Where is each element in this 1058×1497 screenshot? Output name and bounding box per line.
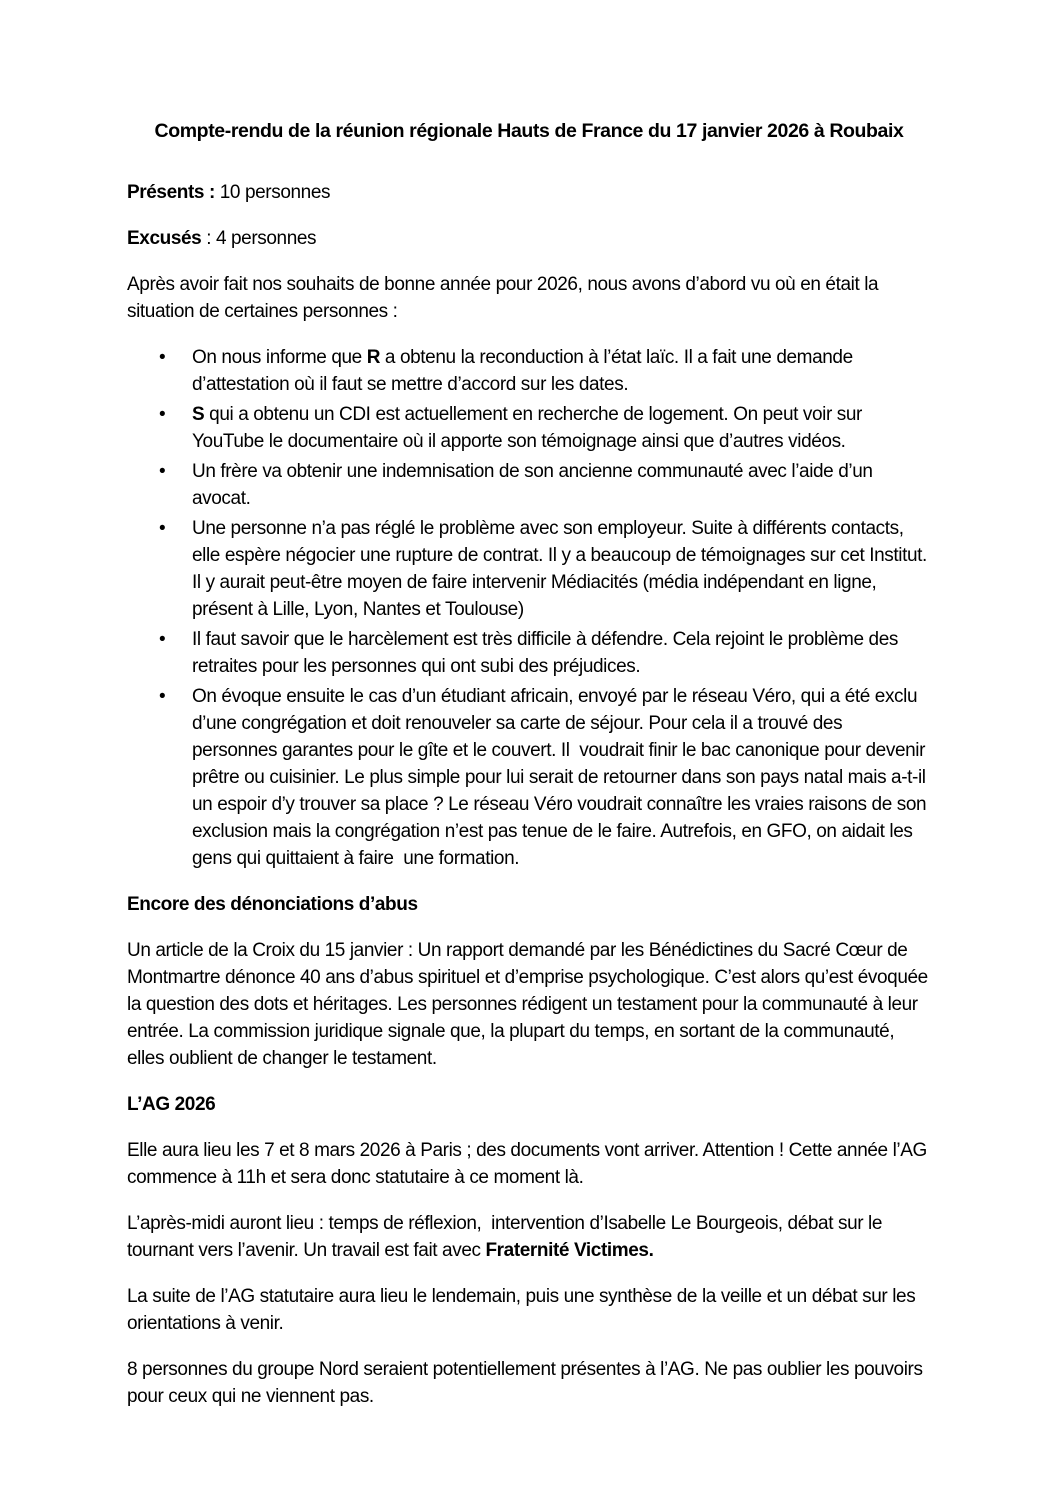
bullet-text: a obtenu la reconduction à l’état laïc. Il a fait une demande d’attestation où il faut se mettre d’accord sur les dates. — [192, 347, 858, 395]
paragraph-pouvoirs: 8 personnes du groupe Nord seraient potentiellement présentes à l’AG. Ne pas oublier les pouvoirs pour ceux qui ne viennent pas. — [127, 1359, 928, 1407]
fraternite-victimes-bold: Fraternité Victimes. — [485, 1240, 654, 1261]
paragraph-apres-midi — [127, 1210, 931, 1264]
presents-label: Présents : — [127, 182, 215, 203]
section-heading-ag-2026: L’AG 2026 — [127, 1094, 216, 1115]
excuses-label: Excusés — [127, 228, 202, 249]
paragraph-ag-dates: Elle aura lieu les 7 et 8 mars 2026 à Paris ; des documents vont arriver. Attention ! Cette année l’AG commence à 11h et sera donc statutaire à ce moment là. — [127, 1140, 932, 1188]
bullet-item-reconduction — [192, 344, 931, 398]
paragraph-text: L’après-midi auront lieu : temps de réflexion, intervention d’Isabelle Le Bourgeois, débat sur le tournant vers l’avenir. Un travail est fait avec — [127, 1213, 887, 1261]
paragraph-suite-ag: La suite de l’AG statutaire aura lieu le lendemain, puis une synthèse de la veille et un débat sur les orientations à venir. — [127, 1286, 921, 1334]
presents-line — [127, 179, 931, 206]
section-heading-denonciations-abus: Encore des dénonciations d’abus — [127, 894, 418, 915]
person-initial: S — [192, 404, 205, 425]
document-title: Compte-rendu de la réunion régionale Hauts de France du 17 janvier 2026 à Roubaix — [154, 120, 904, 142]
bullet-item-harcelement: • Il faut savoir que le harcèlement est très difficile à défendre. Cela rejoint le problème des retraites pour les personnes qui ont subi des préjudices. — [192, 626, 931, 680]
bullet-item-cdi-logement — [192, 401, 931, 455]
presents-value: 10 personnes — [214, 182, 331, 203]
person-initial: R — [366, 347, 381, 368]
bullet-text: qui a obtenu un CDI est actuellement en recherche de logement. On peut voir sur YouTube le documentaire où il apporte son témoignage ainsi que d’autres vidéos. — [192, 404, 867, 452]
excuses-value: : 4 personnes — [201, 228, 317, 249]
paragraph-article-croix: Un article de la Croix du 15 janvier : Un rapport demandé par les Bénédictines du Sacré Cœur de Montmartre dénonce 40 ans d’abus spirituel et d’emprise psychologique. C’est alors qu’est évoquée la question des dots et héritages. Les personnes rédigent un testament pour la communauté à leur entrée. La commission juridique signale que, la plupart du temps, en sortant de la communauté, elles oublient de changer le testament. — [127, 940, 933, 1069]
bullet-list — [127, 344, 936, 872]
bullet-text: On nous informe que — [192, 347, 367, 368]
bullet-item-employeur: • Une personne n’a pas réglé le problème avec son employeur. Suite à différents contacts, elle espère négocier une rupture de contrat. Il y a beaucoup de témoignages sur cet Institut. Il y aurait peut-être moyen de faire intervenir Médiacités (média indépendant en ligne, présent à Lille, Lyon, Nantes et Toulouse) — [192, 515, 931, 623]
bullet-item-indemnisation: • Un frère va obtenir une indemnisation de son ancienne communauté avec l’aide d’un avocat. — [192, 458, 931, 512]
bullet-item-etudiant-africain: • On évoque ensuite le cas d’un étudiant africain, envoyé par le réseau Véro, qui a été exclu d’une congrégation et doit renouveler sa carte de séjour. Pour cela il a trouvé des personnes garantes pour le gîte et le couvert. Il voudrait finir le bac canonique pour devenir prêtre ou cuisinier. Le plus simple pour lui serait de retourner dans son pays natal mais a-t-il un espoir d’y trouver sa place ? Le réseau Véro voudrait connaître les vraies raisons de son exclusion mais la congrégation n’est pas tenue de le faire. Autrefois, en GFO, on aidait les gens qui quittaient à faire une formation. — [192, 683, 931, 872]
excuses-line — [127, 225, 931, 252]
intro-paragraph: Après avoir fait nos souhaits de bonne année pour 2026, nous avons d’abord vu où en était la situation de certaines personnes : — [127, 274, 884, 322]
